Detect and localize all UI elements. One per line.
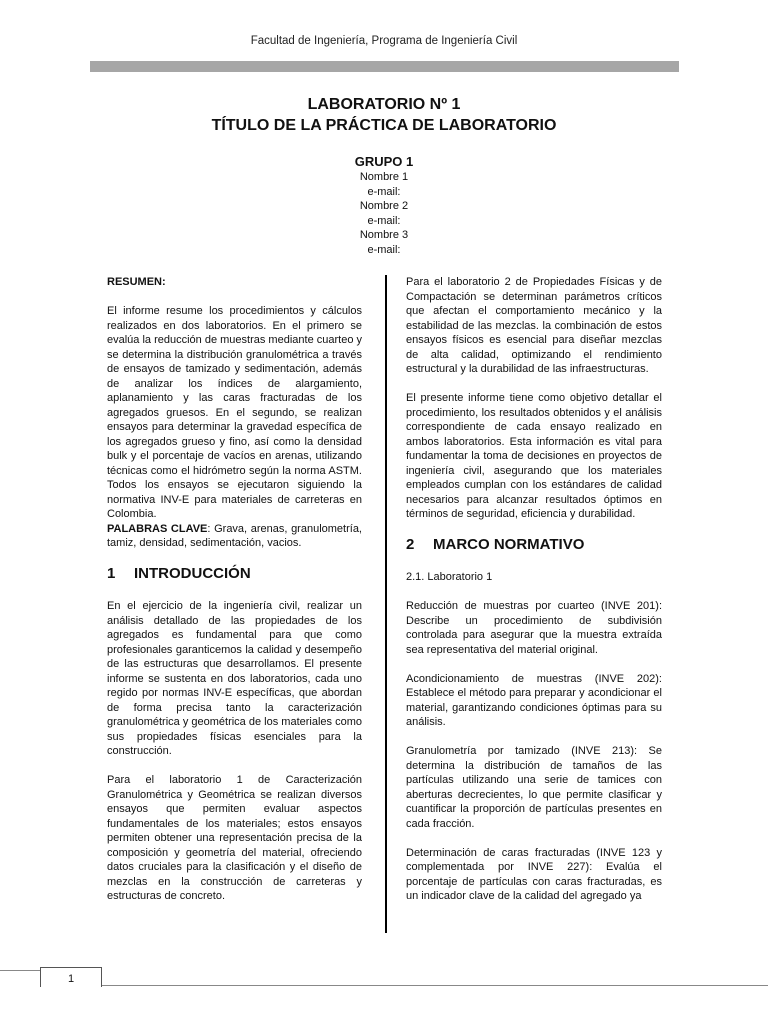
keywords bbox=[107, 522, 362, 551]
page-number: 1 bbox=[67, 973, 75, 985]
group-member: Nombre 2 bbox=[359, 200, 409, 212]
group-member: e-mail: bbox=[367, 243, 401, 256]
header-bar bbox=[90, 61, 679, 72]
section-number: 1 bbox=[107, 565, 116, 582]
right-paragraph-2: El presente informe tiene como objetivo detallar el procedimiento, los resultados obtenidos y el análisis correspondiente de cada ensayo realizado en ambos laboratorios. Esta información es vital para fundamentar la toma de decisiones en proyectos de ingeniería civil, asegurando que los materiales empleados cumplan con los estándares de calidad necesarios para alcanzar resultados óptimos en términos de seguridad, eficiencia y durabilidad. bbox=[406, 392, 662, 520]
page-header: Facultad de Ingeniería, Programa de Ingeniería Civil bbox=[250, 35, 518, 47]
section-heading-marco-normativo bbox=[406, 536, 662, 554]
section-title: MARCO NORMATIVO bbox=[433, 536, 585, 553]
norm-paragraph-granulometria: Granulometría por tamizado (INVE 213): Se determina la distribución de tamaños de las partículas utilizando una serie de tamices con aberturas decrecientes, lo que permite clasificar y cuantificar la proporción de partículas presentes en cada fracción. bbox=[406, 745, 662, 830]
document-title bbox=[0, 94, 768, 136]
norm-paragraph-acondicionamiento: Acondicionamiento de muestras (INVE 202): Establece el método para preparar y acondicionar el material, garantizando condiciones óptimas para su análisis. bbox=[406, 672, 662, 728]
section-title: INTRODUCCIÓN bbox=[134, 565, 251, 582]
title-line-2: TÍTULO DE LA PRÁCTICA DE LABORATORIO bbox=[211, 117, 557, 134]
resumen-heading: RESUMEN: bbox=[107, 276, 166, 288]
intro-paragraph-2: Para el laboratorio 1 de Caracterización Granulométrica y Geométrica se realizan diversos ensayos que permiten evaluar aspectos fundamentales de los materiales; estos ensayos permiten obtener una representación precisa de la composición y geometría del material, ofreciendo datos cruciales para la clasificación y el diseño de mezclas en la construcción de carreteras y estructuras de concreto. bbox=[107, 774, 362, 902]
right-column bbox=[406, 275, 662, 918]
title-line-1: LABORATORIO Nº 1 bbox=[307, 96, 461, 113]
group-member: Nombre 1 bbox=[359, 171, 409, 183]
group-member: Nombre 3 bbox=[359, 229, 409, 241]
norm-paragraph-caras-fracturadas: Determinación de caras fracturadas (INVE 123 y complementada por INVE 227): Evalúa el porcentaje de partículas con caras fracturadas, es un indicador clave de la calidad del agregado ya bbox=[406, 846, 662, 902]
intro-paragraph-1: En el ejercicio de la ingeniería civil, realizar un análisis detallado de las propiedades de los agregados es fundamental para que como profesionales garanticemos la calidad y desempeño de las estructuras que desarrollamos. El presente informe se sustenta en dos laboratorios, cada uno regido por normas INV-E específicas, que abordan de forma precisa tanto la caracterización granulométrica y geométrica de los materiales como sus propiedades físicas esenciales para la construcción. bbox=[107, 600, 362, 757]
footer-line bbox=[100, 985, 768, 986]
group-title: GRUPO 1 bbox=[354, 154, 414, 169]
right-paragraph-1: Para el laboratorio 2 de Propiedades Físicas y de Compactación se determinan parámetros críticos que afectan el comportamiento mecánico y la estabilidad de las mezclas. la combinación de estos ensayos físicos es esencial para diseñar mezclas de alta calidad, optimizando el rendimiento estructural y la durabilidad de las infraestructuras. bbox=[406, 276, 662, 375]
group-block bbox=[0, 153, 768, 257]
footer-line bbox=[0, 970, 40, 971]
group-member: e-mail: bbox=[367, 185, 401, 198]
section-heading-introduccion bbox=[107, 565, 362, 583]
keywords-text: : Grava, arenas, granulometría, tamiz, densidad, sedimentación, vacios. bbox=[107, 522, 362, 549]
norm-paragraph-cuarteo: Reducción de muestras por cuarteo (INVE 201): Describe un procedimiento de subdivisión controlada para asegurar que la muestra extraída sea representativa del material original. bbox=[406, 600, 662, 656]
column-divider bbox=[385, 275, 387, 933]
section-number: 2 bbox=[406, 536, 415, 553]
subsection-heading: 2.1. Laboratorio 1 bbox=[406, 571, 493, 583]
left-column bbox=[107, 275, 362, 918]
resumen-text: El informe resume los procedimientos y cálculos realizados en dos laboratorios. En el primero se evalúa la reducción de muestras mediante cuarteo y se determina la distribución granulométrica a través de ensayos de tamizado y sedimentación, además de analizar los índices de alargamiento, aplanamiento y las caras fracturadas de los agregados gruesos. En el segundo, se realizan ensayos para determinar la gravedad específica de los agregados grueso y fino, así como la densidad bulk y el porcentaje de vacíos en arenas, utilizando técnicas como el hidrómetro según la norma ASTM. Todos los ensayos se ejecutaron siguiendo la normativa INV-E para materiales de carreteras en Colombia. bbox=[107, 305, 362, 520]
keywords-label: PALABRAS CLAVE bbox=[107, 522, 208, 535]
group-member: e-mail: bbox=[367, 214, 401, 227]
